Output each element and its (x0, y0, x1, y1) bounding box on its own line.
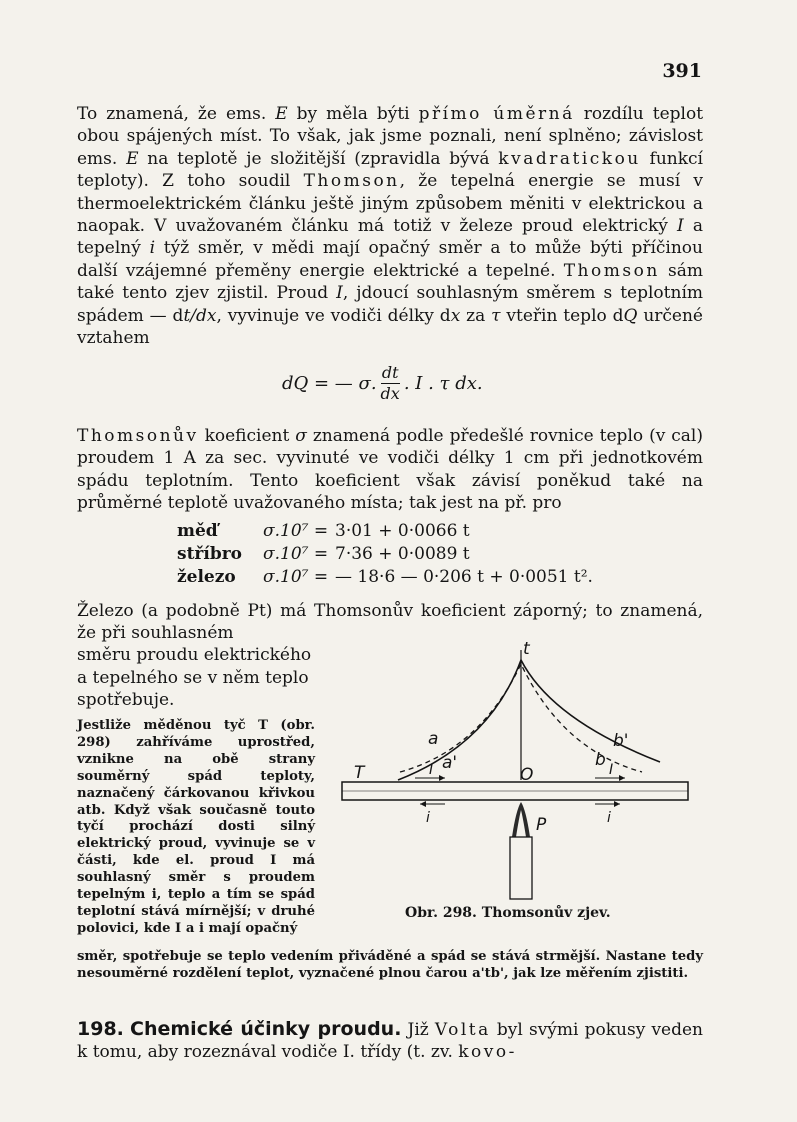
spaced-text: Thomson (303, 171, 400, 192)
metal-name: měď (177, 521, 218, 541)
section-title: Chemické účinky proudu. (130, 1018, 402, 1040)
iron-first-line: Železo (a podobně Pt) má Thomsonův koeficient záporný; to znamená, že při souhlasném (77, 601, 703, 644)
spaced-text: kovo- (458, 1042, 517, 1063)
spaced-text: Volta (434, 1020, 491, 1040)
label-i-right: i (607, 810, 611, 826)
burner-tube (510, 837, 532, 899)
thomson-formula (282, 364, 483, 403)
text: týž směr, v mědi mají opačný směr a to může býti příčinou další vzájemné přeměny energie elektrické a tepelné. (77, 238, 703, 281)
text: Již (401, 1020, 435, 1040)
formula-rhs: . I . τ dx. (403, 373, 483, 394)
label-O: O (520, 765, 534, 785)
arrowhead (619, 775, 625, 781)
coefficient-value: — 18·6 — 0·206 t + 0·0051 t². (335, 567, 593, 587)
gradient-symbol: t/dx (183, 305, 217, 326)
figure-caption: Obr. 298. Thomsonův zjev. (405, 905, 611, 921)
iron-rest: směru proudu elektrického a tepelného se v něm teplo spotřebuje. (77, 645, 312, 710)
small-text-continuation: směr, spotřebuje se teplo vedením přiváděné a spád se stává strmější. Nastane tedy nesouměrné rozdělení teplot, vyznačené plnou čarou a'tb', jak lze měřením zjistiti. (77, 949, 703, 981)
symbol-heat: i (149, 238, 156, 259)
section-number: 198. (77, 1018, 124, 1040)
fraction (381, 364, 400, 403)
symbol-q: Q (623, 305, 638, 326)
text: určené vztahem (77, 305, 703, 349)
spaced-text: Thomsonův (77, 426, 199, 446)
label-b-prime: b' (613, 731, 629, 751)
paragraph-coefficient (77, 425, 703, 515)
label-i-left: i (426, 810, 430, 826)
text: , že tepelná energie se musí v thermoelektrickém článku ještě jiným způsobem měniti v elektrickou a naopak. V uvažovaném článku má totiž v železe proud elektrický (77, 171, 703, 237)
text: , jdoucí souhlasným směrem s teplotním spádem — d (77, 283, 704, 326)
spaced-text: Thomson (563, 260, 660, 281)
small-text-column: Jestliže měděnou tyč T (obr. 298) zahříváme uprostřed, vznikne na obě strany souměrný spád teploty, naznačený čárkovanou křivkou atb. Když však současně touto tyčí prochází dosti silný elektrický proud, vyvinuje se v části, kde el. proud I má souhlasný směr s proudem tepelným i, teplo a tím se spád teplotní stává mírnější; v druhé polovici, kde I a i mají opačný (77, 718, 315, 936)
symbol-x: x (450, 305, 461, 326)
arrowhead (439, 775, 445, 781)
coefficient-symbol: σ.10⁷ = (263, 521, 329, 541)
coefficient-row (177, 566, 593, 589)
text: znamená podle předešlé rovnice teplo (v cal) proudem 1 A za sec. vyvinuté ve vodiči délky 1 cm při jednotkovém spádu teplotním. Tento koeficient však závisí poněkud také na průměrné teplotě uvažovaného místa; tak jest na př. pro (77, 426, 703, 514)
symbol-tau: τ (491, 305, 501, 326)
text: byl svými pokusy veden k tomu, aby rozeznával vodiče I. třídy (t. zv. (77, 1020, 703, 1063)
coefficient-table (177, 520, 593, 589)
text: a tepelný (77, 216, 703, 259)
text: by měla býti (287, 104, 419, 124)
coefficient-row (177, 520, 593, 543)
section-198 (77, 1018, 703, 1064)
spaced-text: kvadratickou (498, 148, 641, 169)
label-t: t (523, 639, 530, 659)
coefficient-value: 7·36 + 0·0089 t (335, 544, 470, 564)
text: na teplotě je složitější (zpravidla bývá (138, 148, 499, 169)
coefficient-symbol: σ.10⁷ = (263, 567, 329, 587)
solid-curve-atb-prime (398, 660, 660, 780)
label-I-right: I (609, 762, 614, 778)
text: vteřin teplo d (500, 305, 624, 326)
text: To znamená, že ems. (77, 104, 276, 124)
label-P: P (536, 815, 547, 835)
coefficient-symbol: σ.10⁷ = (263, 544, 329, 564)
label-b: b (595, 750, 606, 770)
spaced-text: přímo úměrná (418, 104, 575, 124)
thomson-effect-figure (330, 632, 700, 902)
metal-name: stříbro (177, 544, 243, 564)
metal-name: železo (177, 567, 236, 587)
arrowhead (614, 801, 620, 807)
label-I-left: I (429, 762, 434, 778)
symbol-current: I (677, 216, 684, 237)
symbol-current: I (336, 283, 343, 304)
arrowhead (420, 801, 426, 807)
label-a-prime: a' (442, 753, 458, 773)
symbol-e: E (126, 148, 139, 169)
label-T: T (354, 763, 365, 783)
page-number: 391 (662, 60, 702, 82)
fraction-numerator: dt (381, 363, 399, 382)
text: rozdílu teplot obou spájených míst. To však, jak jsme poznali, není splněno; závislost ems. (77, 104, 704, 169)
coefficient-value: 3·01 + 0·0066 t (335, 521, 470, 541)
text: funkcí teploty). Z toho soudil (77, 148, 703, 192)
symbol-sigma: σ (295, 426, 307, 446)
symbol-e: E (275, 104, 288, 124)
text: za (460, 305, 492, 326)
text: sám také tento zjev zjistil. Proud (77, 260, 703, 304)
paragraph-thermoelectric (77, 103, 703, 349)
formula-lhs: dQ = — σ. (282, 373, 377, 394)
text: , vyvinuje ve vodiči délky d (216, 305, 451, 326)
label-a: a (428, 729, 439, 749)
fraction-denominator: dx (380, 384, 400, 403)
text: koeficient (198, 426, 296, 446)
coefficient-row (177, 543, 593, 566)
